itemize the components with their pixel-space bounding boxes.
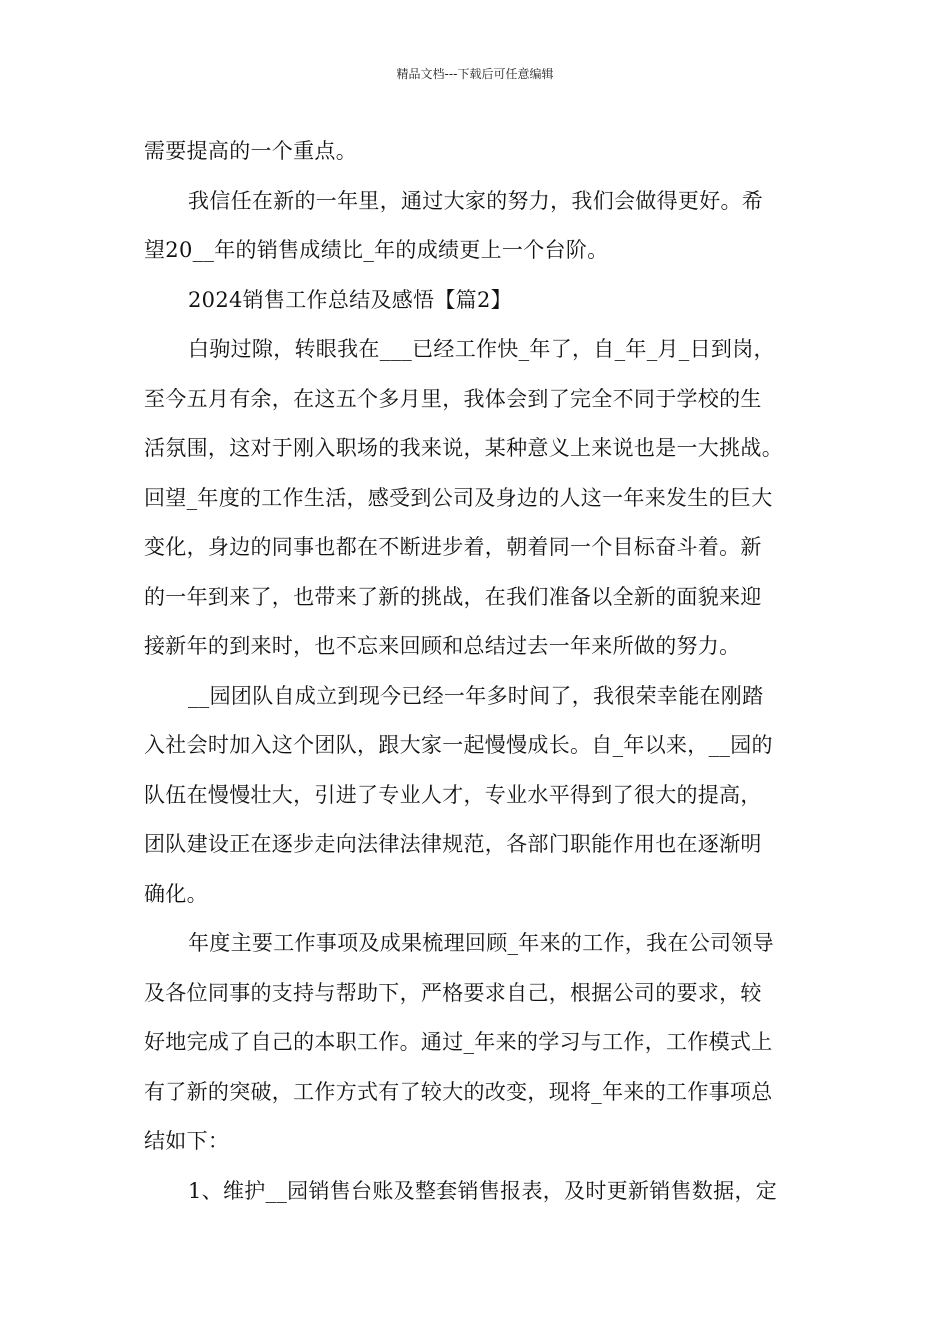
body-line: 确化。 — [144, 881, 208, 906]
body-line: 好地完成了自己的本职工作。通过_年来的学习与工作，工作模式上 — [144, 1030, 773, 1054]
section-heading: 2024销售工作总结及感悟【篇2】 — [188, 287, 512, 312]
page-header: 精品文档---下载后可任意编辑 — [396, 67, 554, 81]
body-line: 变化，身边的同事也都在不断进步着，朝着同一个目标奋斗着。新 — [144, 535, 762, 559]
body-line: 至今五月有余，在这五个多月里，我体会到了完全不同于学校的生 — [144, 386, 762, 411]
list-item: 1、维护__园销售台账及整套销售报表，及时更新销售数据，定 — [188, 1178, 778, 1203]
document-body — [144, 127, 810, 1216]
body-line: 接新年的到来时，也不忘来回顾和总结过去一年来所做的努力。 — [144, 634, 741, 658]
body-line: 回望_年度的工作生活，感受到公司及身边的人这一年来发生的巨大 — [144, 485, 773, 510]
body-line: 结如下： — [144, 1129, 230, 1153]
paragraph-first-line: 年度主要工作事项及成果梳理回顾_年来的工作，我在公司领导 — [188, 931, 774, 955]
body-line: 需要提高的一个重点。 — [144, 139, 357, 163]
body-line: 入社会时加入这个团队，跟大家一起慢慢成长。自_年以来，__园的 — [144, 733, 773, 757]
paragraph-first-line: 我信任在新的一年里，通过大家的努力，我们会做得更好。希 — [188, 188, 764, 213]
body-line: 有了新的突破，工作方式有了较大的改变，现将_年来的工作事项总 — [144, 1079, 773, 1104]
body-line: 活氛围，这对于刚入职场的我来说，某种意义上来说也是一大挑战。 — [144, 436, 783, 460]
body-line: 团队建设正在逐步走向法律法律规范，各部门职能作用也在逐渐明 — [144, 832, 762, 856]
body-line: 队伍在慢慢壮大，引进了专业人才，专业水平得到了很大的提高， — [144, 782, 762, 807]
paragraph-first-line: 白驹过隙，转眼我在___已经工作快_年了，自_年_月_日到岗， — [188, 337, 775, 361]
body-line: 及各位同事的支持与帮助下，严格要求自己，根据公司的要求，较 — [144, 980, 762, 1005]
body-line: 望20__年的销售成绩比_年的成绩更上一个台阶。 — [144, 238, 609, 262]
body-line: 的一年到来了，也带来了新的挑战，在我们准备以全新的面貌来迎 — [144, 584, 762, 609]
paragraph-first-line: __园团队自成立到现今已经一年多时间了，我很荣幸能在刚踏 — [188, 683, 764, 708]
